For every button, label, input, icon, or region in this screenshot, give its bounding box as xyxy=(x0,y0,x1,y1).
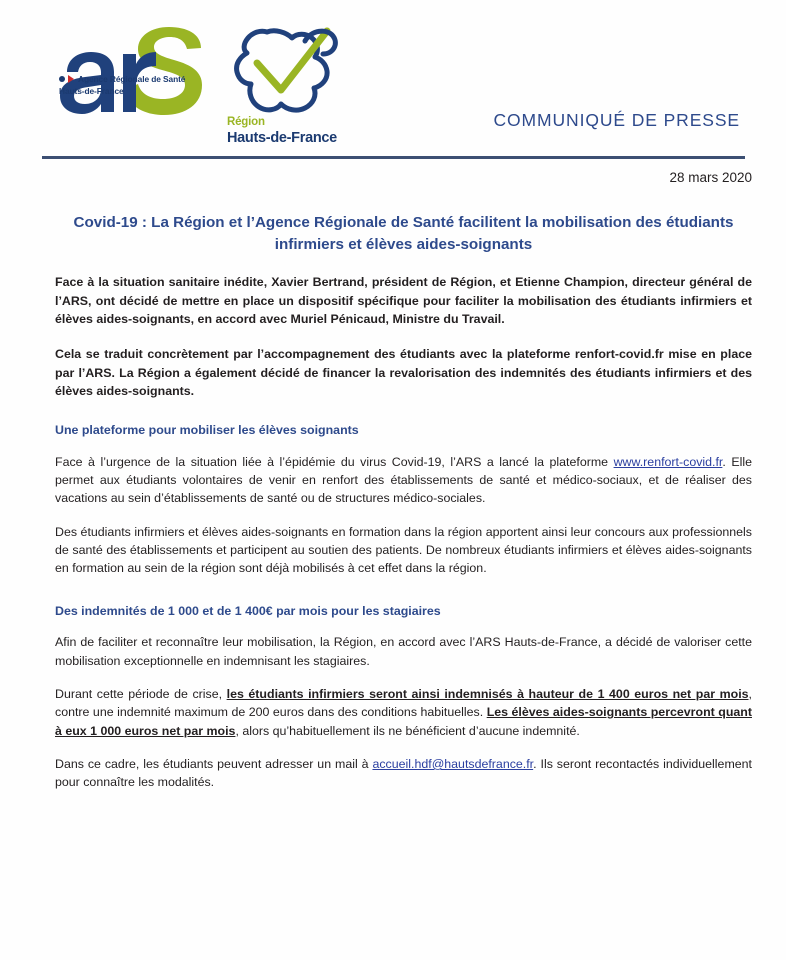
section2-p3-text-before: Dans ce cadre, les étudiants peuvent adresser un mail à xyxy=(55,756,373,771)
intro-paragraph-1: Face à la situation sanitaire inédite, Xavier Bertrand, président de Région, et Etienne Champion, directeur général de l’ARS, ont décidé de mettre en place un dispositif spécifique pour faciliter la mobilisation des étudiants infirmiers et élèves aides-soignants, en accord avec Muriel Pénicaud, Ministre du Travail. xyxy=(55,275,752,326)
section2-p3-text-after: . Ils seront recontactés individuellement pour connaître les modalités. xyxy=(55,756,752,790)
france-map-icon xyxy=(231,24,343,116)
ars-logo xyxy=(55,24,207,144)
section2-p2-part1: Durant cette période de crise, xyxy=(55,686,227,701)
contact-email-link[interactable]: accueil.hdf@hautsdefrance.fr xyxy=(372,756,534,771)
section-heading-indemnites: Des indemnités de 1 000 et de 1 400€ par mois pour les stagiaires xyxy=(55,603,441,618)
section1-p1-text-after: . Elle permet aux étudiants volontaires de venir en renfort des établissements de santé et médico-sociaux, et de réaliser des vacations au sein d’établissements de santé ou de structures médico-sociales. xyxy=(55,454,752,506)
section2-paragraph-3 xyxy=(55,755,752,792)
intro-paragraph-2: Cela se traduit concrètement par l’accompagnement des étudiants avec la plateforme renfort-covid.fr mise en place par l’ARS. La Région a également décidé de financer la revalorisation des indemnités des étudiants infirmiers et des élèves aides-soignants. xyxy=(55,347,752,398)
section2-paragraph-2 xyxy=(55,685,752,740)
region-logo-text xyxy=(227,116,337,147)
section-heading-platform: Une plateforme pour mobiliser les élèves soignants xyxy=(55,423,359,438)
ars-arrow-icon xyxy=(68,75,74,83)
region-name: Hauts-de-France xyxy=(227,130,337,147)
ars-tagline-line2: Hauts-de-France xyxy=(59,86,124,97)
header-divider xyxy=(42,156,745,159)
section2-p2-emphasis-2: Les élèves aides-soignants percevront quant à eux 1 000 euros net par mois xyxy=(55,705,752,738)
section2-p2-emphasis-1: les étudiants infirmiers seront ainsi indemnisés à hauteur de 1 400 euros net par mois xyxy=(226,686,749,701)
ars-tagline-line1: Agence Régionale de Santé xyxy=(78,74,186,84)
section1-paragraph-2: Des étudiants infirmiers et élèves aides-soignants en formation dans la région apportent ainsi leur concours aux professionnels de santé des établissements et participent au soutien des patients. De nombreux étudiants infirmiers et élèves aides-soignants en formation au sein de la région sont déjà mobilisés à cet effet dans la région. xyxy=(55,524,752,576)
section1-p1-text-before: Face à l’urgence de la situation liée à l’épidémie du virus Covid-19, l’ARS a lancé la plateforme xyxy=(55,454,614,469)
ars-dot-icon xyxy=(59,76,65,82)
logo-group xyxy=(55,24,363,152)
document-body xyxy=(55,212,752,807)
ars-tagline xyxy=(59,74,209,97)
region-hauts-de-france-logo xyxy=(223,24,363,152)
page-title: Covid-19 : La Région et l’Agence Régionale de Santé facilitent la mobilisation des étudiants infirmiers et élèves aides-soignants xyxy=(73,214,734,253)
document-header xyxy=(0,0,786,152)
section2-paragraph-1: Afin de faciliter et reconnaître leur mobilisation, la Région, en accord avec l’ARS Hauts-de-France, a décidé de valoriser cette mobilisation exceptionnelle en indemnisant les stagiaires. xyxy=(55,635,752,668)
section1-paragraph-1 xyxy=(55,453,752,508)
document-date: 28 mars 2020 xyxy=(669,170,752,185)
region-label: Région xyxy=(227,116,265,128)
section2-p2-part3: , alors qu’habituellement ils ne bénéficient d’aucune indemnité. xyxy=(235,723,580,738)
renfort-covid-link[interactable]: www.renfort-covid.fr xyxy=(613,454,723,469)
document-type-title: COMMUNIQUÉ DE PRESSE xyxy=(493,110,740,130)
section2-p2-part2: , contre une indemnité maximum de 200 euros dans des conditions habituelles. xyxy=(55,686,752,720)
